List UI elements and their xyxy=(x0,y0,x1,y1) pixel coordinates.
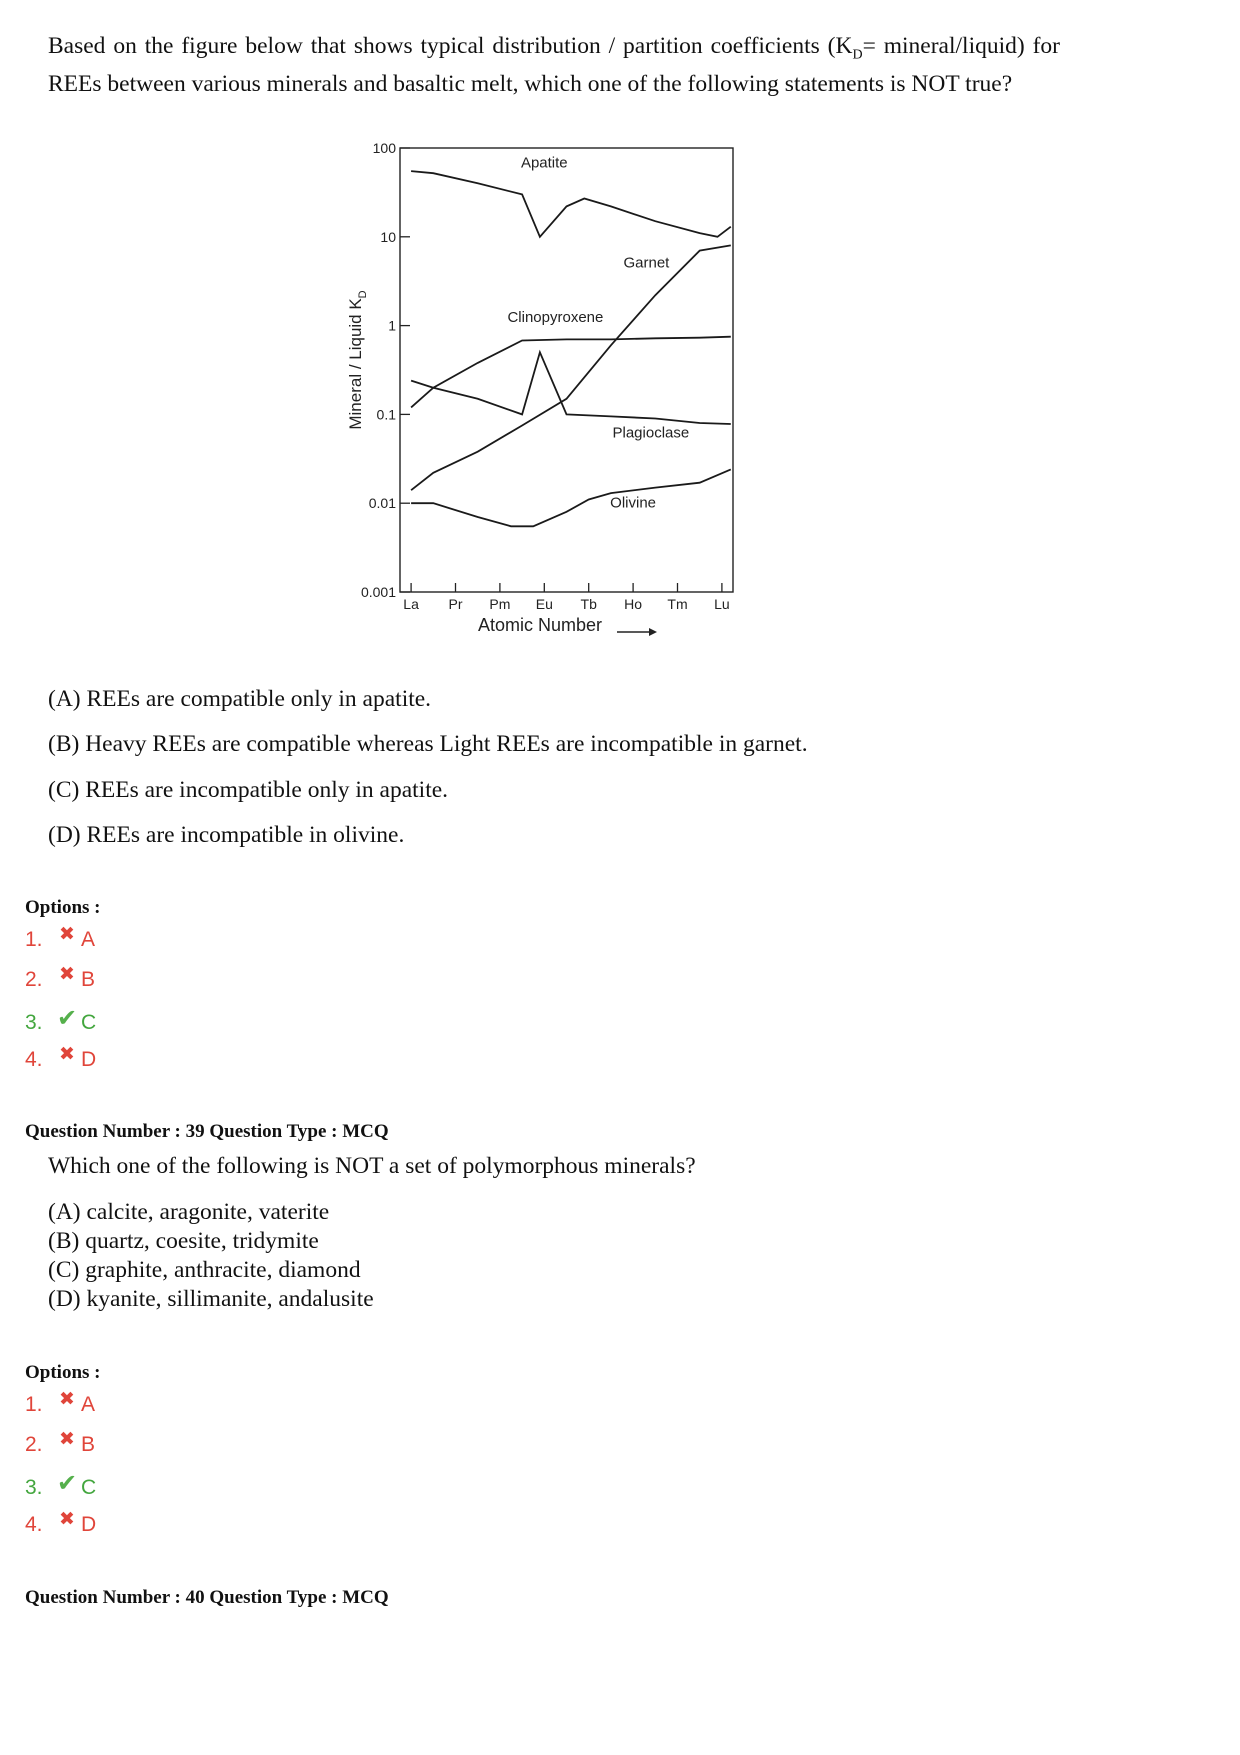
y-tick-label: 0.001 xyxy=(360,584,396,600)
cross-icon: ✖ xyxy=(59,923,75,945)
option-4[interactable]: 4. ✖ D xyxy=(25,1508,97,1536)
choice-a: (A) REEs are compatible only in apatite. xyxy=(48,686,432,712)
series-olivine-label: Olivine xyxy=(610,494,657,512)
cross-icon: ✖ xyxy=(59,1043,75,1065)
x-axis-label: Atomic Number xyxy=(477,615,603,635)
y-tick-label: 100 xyxy=(372,140,396,156)
series-plagioclase-line xyxy=(411,352,731,424)
cross-icon: ✖ xyxy=(59,1388,75,1410)
choice-c: (C) REEs are incompatible only in apatite. xyxy=(48,777,449,803)
y-tick-label: 10 xyxy=(380,228,396,245)
option-1[interactable]: 1. ✖ A xyxy=(25,1388,96,1416)
x-tick-label: Pr xyxy=(448,596,463,612)
option-3[interactable]: 3. ✔ C xyxy=(25,1005,97,1034)
x-tick-label: Tm xyxy=(667,596,688,612)
question-stem: Based on the figure below that shows typical distribution / partition coefficients ($K_D=$ mineral/liquid) for REEs between various minerals and basaltic melt, which one of the following statements is NOT true? xyxy=(48,33,1061,97)
option-2[interactable]: 2. ✖ B xyxy=(25,1428,96,1456)
x-tick-label: Ho xyxy=(624,596,643,612)
check-icon: ✔ xyxy=(56,1470,78,1497)
question-header: Question Number : 39 Question Type : MCQ xyxy=(25,1121,389,1142)
y-tick-label: 0.01 xyxy=(368,495,396,512)
choice-c: (C) graphite, anthracite, diamond xyxy=(48,1257,361,1283)
x-tick-label: Pm xyxy=(489,596,511,612)
choice-b: (B) quartz, coesite, tridymite xyxy=(48,1228,319,1254)
question-header: Question Number : 40 Question Type : MCQ xyxy=(25,1587,389,1608)
check-icon: ✔ xyxy=(56,1005,78,1032)
option-3[interactable]: 3. ✔ C xyxy=(25,1470,97,1499)
series-apatite-line xyxy=(411,171,731,237)
options-title: Options : xyxy=(25,897,101,918)
kd-subscript: D xyxy=(852,47,863,63)
arrow-icon xyxy=(617,628,657,636)
options-title: Options : xyxy=(25,1362,101,1383)
y-tick-label: 1 xyxy=(388,317,396,334)
cross-icon: ✖ xyxy=(59,963,75,985)
x-tick-label: Tb xyxy=(580,596,597,612)
plot-frame xyxy=(400,148,733,592)
y-tick-label: 0.1 xyxy=(376,406,396,423)
x-tick-label: La xyxy=(403,596,419,612)
choice-d: (D) REEs are incompatible in olivine. xyxy=(48,822,405,848)
series-apatite-label: Apatite xyxy=(520,154,568,172)
x-tick-label: Eu xyxy=(535,596,553,612)
series-plagioclase-label: Plagioclase xyxy=(612,424,690,442)
choice-d: (D) kyanite, sillimanite, andalusite xyxy=(48,1286,374,1312)
series-garnet-line xyxy=(411,245,731,490)
series-olivine-line xyxy=(411,469,731,526)
option-4[interactable]: 4. ✖ D xyxy=(25,1043,97,1071)
series-garnet-label: Garnet xyxy=(623,254,670,272)
cross-icon: ✖ xyxy=(59,1428,75,1450)
x-tick-label: Lu xyxy=(714,596,730,612)
y-axis-label: Mineral / Liquid $K_D$ xyxy=(346,290,369,430)
cross-icon: ✖ xyxy=(59,1508,75,1530)
series-clinopyroxene-line xyxy=(411,337,731,408)
series-clinopyroxene-label: Clinopyroxene xyxy=(507,308,604,326)
question-stem: Which one of the following is NOT a set of polymorphous minerals? xyxy=(48,1153,696,1179)
partition-coefficient-chart xyxy=(0,0,1240,700)
option-2[interactable]: 2. ✖ B xyxy=(25,963,96,991)
option-1[interactable]: 1. ✖ A xyxy=(25,923,96,951)
choice-a: (A) calcite, aragonite, vaterite xyxy=(48,1199,330,1225)
choice-b: (B) Heavy REEs are compatible whereas Light REEs are incompatible in garnet. xyxy=(48,731,808,757)
